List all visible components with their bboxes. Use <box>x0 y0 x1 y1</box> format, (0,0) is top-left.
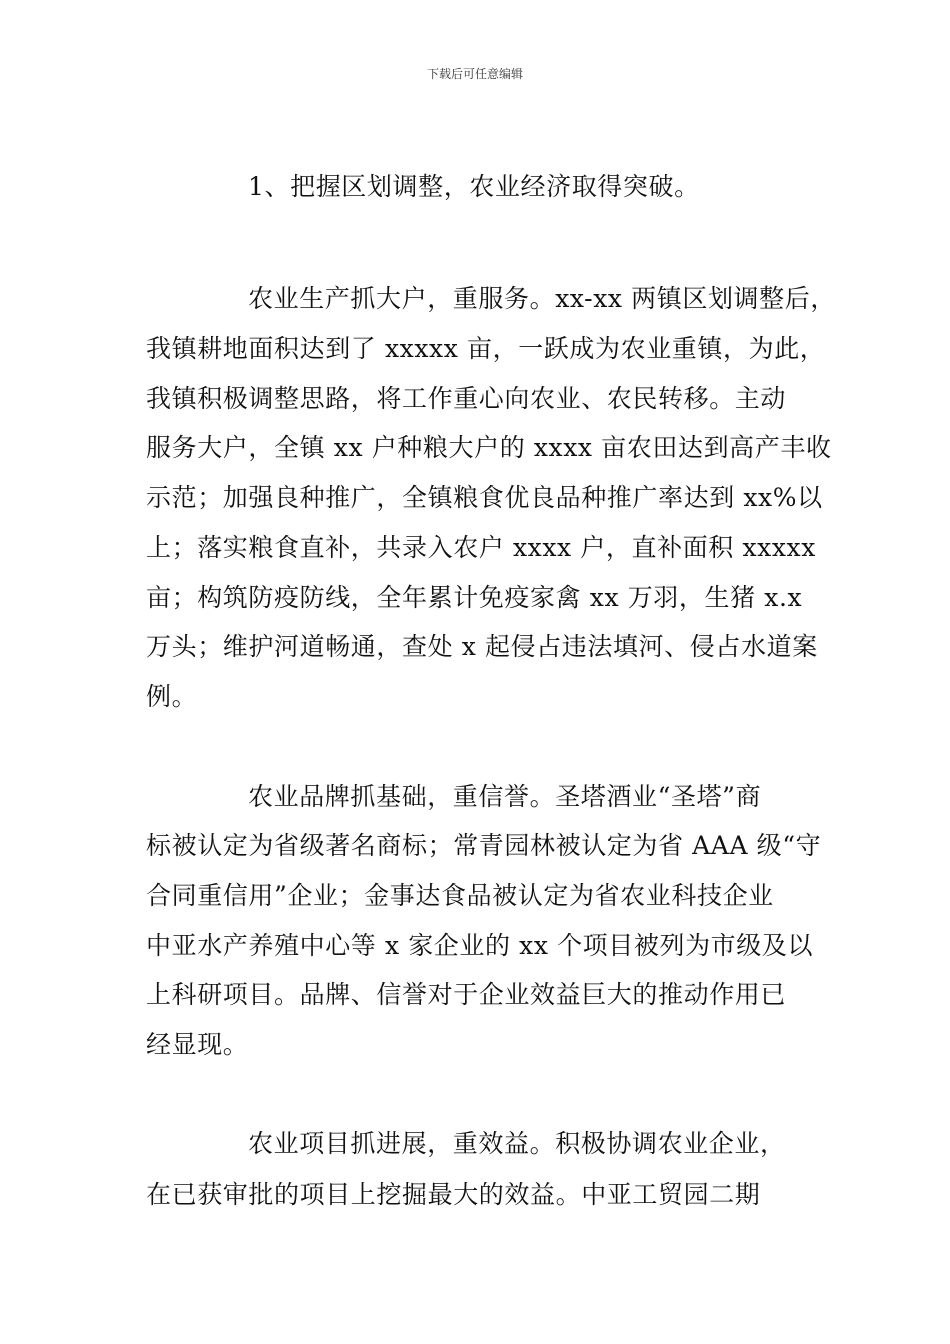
paragraph-line: 例。 <box>146 682 198 711</box>
paragraph-line: 农业项目抓进展，重效益。积极协调农业企业， <box>248 1129 786 1158</box>
paragraph-line: 我镇耕地面积达到了 xxxxx 亩，一跃成为农业重镇，为此， <box>146 334 826 363</box>
page-header: 下载后可任意编辑 <box>426 67 523 81</box>
paragraph-line: 万头；维护河道畅通，查处 x 起侵占违法填河、侵占水道案 <box>146 632 818 661</box>
paragraph-line: 我镇积极调整思路，将工作重心向农业、农民转移。主动 <box>146 384 787 413</box>
paragraph-line: 亩；构筑防疫防线，全年累计免疫家禽 xx 万羽，生猪 x.x <box>146 583 803 612</box>
paragraph-line: 示范；加强良种推广，全镇粮食优良品种推广率达到 xx%以 <box>146 483 823 512</box>
paragraph-line: 在已获审批的项目上挖掘最大的效益。中亚工贸园二期 <box>146 1180 761 1209</box>
paragraph-line: 服务大户，全镇 xx 户种粮大户的 xxxx 亩农田达到高产丰收 <box>146 433 832 462</box>
paragraph-line: 农业品牌抓基础，重信誉。圣塔酒业“圣塔”商 <box>248 782 762 811</box>
paragraph-line: 上；落实粮食直补，共录入农户 xxxx 户，直补面积 xxxxx <box>146 533 816 562</box>
paragraph-line: 中亚水产养殖中心等 x 家企业的 xx 个项目被列为市级及以 <box>146 931 814 960</box>
paragraph-line: 标被认定为省级著名商标；常青园林被认定为省 AAA 级“守 <box>146 831 822 860</box>
section-heading: 1、把握区划调整，农业经济取得突破。 <box>248 172 700 201</box>
paragraph-line: 经显现。 <box>146 1030 249 1059</box>
paragraph-line: 上科研项目。品牌、信誉对于企业效益巨大的推动作用已 <box>146 980 787 1009</box>
paragraph-line: 合同重信用”企业；金事达食品被认定为省农业科技企业 <box>146 881 774 910</box>
paragraph-line: 农业生产抓大户，重服务。xx-xx 两镇区划调整后， <box>248 284 836 313</box>
